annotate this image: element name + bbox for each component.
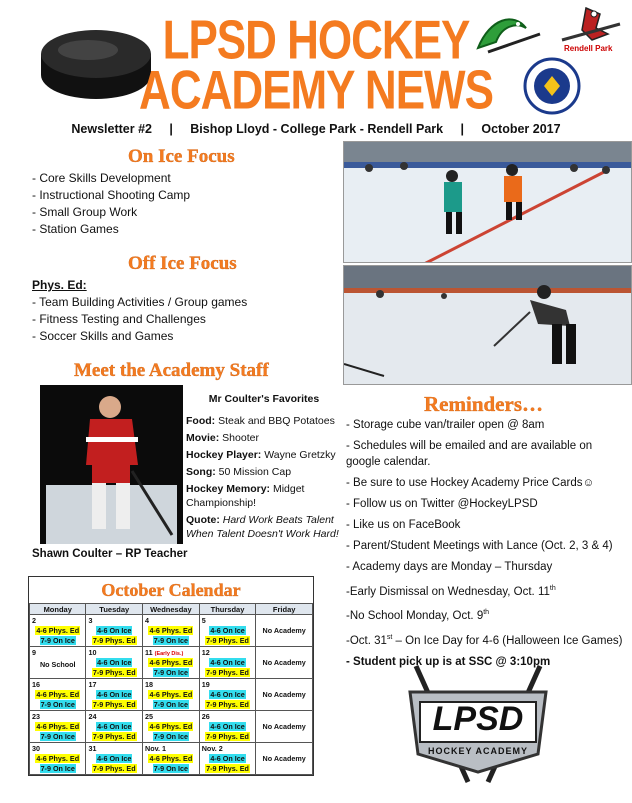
memory-label: Hockey Memory: xyxy=(186,483,271,495)
reminder-item: - Schedules will be emailed and are available on google calendar. xyxy=(346,440,593,468)
newsletter-subheading xyxy=(0,122,632,136)
staff-favorites xyxy=(186,392,342,541)
event-phys-ed-79: 7-9 Phys. Ed xyxy=(92,764,136,773)
list-item: - Fitness Testing and Challenges xyxy=(32,312,206,326)
snake-mascot-logo xyxy=(470,8,550,56)
newsletter-title-line-1: LPSD HOCKEY xyxy=(162,9,470,71)
day-number: 25 xyxy=(145,712,153,721)
list-item: - Instructional Shooting Camp xyxy=(32,188,191,202)
early-dismissal-note: (Early Dis.) xyxy=(154,651,184,657)
calendar-week xyxy=(30,615,313,647)
event-on-ice-79: 7-9 On Ice xyxy=(153,764,189,773)
calendar-day xyxy=(143,711,200,743)
event-on-ice-46: 4-6 On Ice xyxy=(97,722,132,731)
reminder-early-dismissal xyxy=(346,581,628,600)
event-phys-ed-79: 7-9 Phys. Ed xyxy=(92,636,136,645)
calendar-day xyxy=(143,743,200,775)
calendar-day xyxy=(199,743,256,775)
event-phys-ed-46: 4-6 Phys. Ed xyxy=(149,690,193,699)
calendar-day xyxy=(86,615,143,647)
oct31-text: -Oct. 31 xyxy=(346,634,387,647)
calendar-day xyxy=(86,679,143,711)
event-on-ice-79: 7-9 On Ice xyxy=(40,636,75,645)
day-header: Tuesday xyxy=(86,604,143,615)
reminder-oct31 xyxy=(346,630,628,649)
day-number: 17 xyxy=(88,680,97,689)
day-header: Monday xyxy=(30,604,86,615)
schools-list: Bishop Lloyd - College Park - Rendell Park xyxy=(190,122,444,136)
event-on-ice-79: 7-9 On Ice xyxy=(153,700,189,709)
day-number: 30 xyxy=(32,744,40,753)
player-value: Wayne Gretzky xyxy=(261,449,336,461)
list-item: - Small Group Work xyxy=(32,205,138,219)
day-number: 18 xyxy=(145,680,153,689)
on-ice-practice-photo-2 xyxy=(343,265,632,385)
lpsd-hockey-academy-logo xyxy=(398,662,558,790)
day-header: Thursday xyxy=(199,604,256,615)
staff-photo xyxy=(40,385,183,544)
newsletter-date: October 2017 xyxy=(481,122,561,136)
movie-value: Shooter xyxy=(219,432,259,444)
event-on-ice-46: 4-6 On Ice xyxy=(210,690,245,699)
day-number: 4 xyxy=(145,616,149,625)
calendar-day xyxy=(30,615,86,647)
movie-label: Movie: xyxy=(186,432,220,444)
separator: | xyxy=(460,122,464,136)
event-phys-ed-79: 7-9 Phys. Ed xyxy=(92,732,136,741)
event-on-ice-79: 7-9 On Ice xyxy=(153,668,189,677)
calendar-week xyxy=(30,743,313,775)
oct31-detail: – On Ice Day for 4-6 (Halloween Ice Games) xyxy=(392,634,623,647)
reminder-no-school xyxy=(346,605,628,624)
newsletter-title-line-2: ACADEMY NEWS xyxy=(139,59,493,121)
bishop-lloyd-logo xyxy=(520,56,584,116)
list-item: - Station Games xyxy=(32,222,119,236)
event-phys-ed-46: 4-6 Phys. Ed xyxy=(149,722,193,731)
meet-staff-heading: Meet the Academy Staff xyxy=(74,360,269,381)
calendar-day xyxy=(30,679,86,711)
calendar-day: No Academy xyxy=(256,647,313,679)
on-ice-focus-list xyxy=(32,170,190,238)
superscript: th xyxy=(483,609,490,617)
reminders-heading: Reminders… xyxy=(424,392,543,416)
off-ice-focus-heading: Off Ice Focus xyxy=(128,253,237,274)
event-on-ice-79: 7-9 On Ice xyxy=(153,636,189,645)
staff-caption: Shawn Coulter – RP Teacher xyxy=(32,548,188,560)
event-phys-ed-46: 4-6 Phys. Ed xyxy=(36,722,80,731)
day-number: 9 xyxy=(32,648,36,657)
separator: | xyxy=(169,122,173,136)
event-phys-ed-46: 4-6 Phys. Ed xyxy=(36,626,80,635)
day-number: 3 xyxy=(88,616,93,625)
day-number: 12 xyxy=(201,648,210,657)
reminder-item: - Parent/Student Meetings with Lance (Oct. 2, 3 & 4) xyxy=(346,539,613,552)
on-ice-focus-heading: On Ice Focus xyxy=(128,146,235,167)
superscript: st xyxy=(386,634,393,642)
event-phys-ed-46: 4-6 Phys. Ed xyxy=(149,658,193,667)
event-on-ice-79: 7-9 On Ice xyxy=(40,700,75,709)
calendar-day xyxy=(199,615,256,647)
event-phys-ed-79: 7-9 Phys. Ed xyxy=(92,700,136,709)
calendar-day: No Academy xyxy=(256,743,313,775)
calendar-day xyxy=(30,743,86,775)
day-number: Nov. 2 xyxy=(201,744,223,753)
event-on-ice-46: 4-6 On Ice xyxy=(210,658,245,667)
calendar-day: No Academy xyxy=(256,711,313,743)
calendar-day xyxy=(199,711,256,743)
event-phys-ed-79: 7-9 Phys. Ed xyxy=(206,732,249,741)
day-number: 11 xyxy=(145,648,153,657)
event-on-ice-79: 7-9 On Ice xyxy=(40,732,75,741)
calendar-week xyxy=(30,647,313,679)
day-number: 2 xyxy=(32,616,36,625)
event-phys-ed-79: 7-9 Phys. Ed xyxy=(206,636,249,645)
song-label: Song: xyxy=(186,466,216,478)
newsletter-number: Newsletter #2 xyxy=(71,122,153,136)
event-on-ice-46: 4-6 On Ice xyxy=(97,754,132,763)
food-value: Steak and BBQ Potatoes xyxy=(215,415,335,427)
calendar-day xyxy=(143,615,200,647)
song-value: 50 Mission Cap xyxy=(215,466,292,478)
day-number: 26 xyxy=(201,712,210,721)
reminders-list xyxy=(346,418,628,676)
calendar-table xyxy=(29,603,313,775)
event-on-ice-46: 4-6 On Ice xyxy=(210,754,245,763)
day-header: Friday xyxy=(256,604,313,615)
event-no-school: No School xyxy=(39,660,76,669)
no-school-text: -No School Monday, Oct. 9 xyxy=(346,610,484,623)
favorites-heading: Mr Coulter's Favorites xyxy=(208,393,320,405)
list-item: - Core Skills Development xyxy=(32,171,171,185)
day-header: Wednesday xyxy=(143,604,200,615)
event-phys-ed-46: 4-6 Phys. Ed xyxy=(149,626,193,635)
day-number: 5 xyxy=(201,616,206,625)
event-on-ice-46: 4-6 On Ice xyxy=(97,626,132,635)
day-number: 23 xyxy=(32,712,40,721)
food-label: Food: xyxy=(186,415,216,427)
calendar-heading: October Calendar xyxy=(101,580,241,600)
day-number: Nov. 1 xyxy=(145,744,167,753)
event-on-ice-46: 4-6 On Ice xyxy=(210,626,245,635)
on-ice-practice-photo-1 xyxy=(343,141,632,263)
event-phys-ed-79: 7-9 Phys. Ed xyxy=(92,668,136,677)
event-phys-ed-79: 7-9 Phys. Ed xyxy=(206,700,249,709)
calendar-day xyxy=(86,743,143,775)
calendar-day xyxy=(143,647,200,679)
event-on-ice-46: 4-6 On Ice xyxy=(97,690,132,699)
event-phys-ed-79: 7-9 Phys. Ed xyxy=(206,668,249,677)
lpsd-logo-mark: LPSD xyxy=(432,700,524,738)
event-on-ice-79: 7-9 On Ice xyxy=(40,764,75,773)
reminder-item: - Be sure to use Hockey Academy Price Cards☺ xyxy=(346,476,595,489)
calendar-day: No Academy xyxy=(256,679,313,711)
day-number: 24 xyxy=(88,712,97,721)
rendell-park-text: Rendell Park xyxy=(564,44,613,53)
day-number: 10 xyxy=(88,648,97,657)
event-on-ice-79: 7-9 On Ice xyxy=(153,732,189,741)
reminder-pickup: - Student pick up is at SSC @ 3:10pm xyxy=(346,655,551,668)
calendar-day xyxy=(143,679,200,711)
calendar-day xyxy=(86,711,143,743)
event-on-ice-46: 4-6 On Ice xyxy=(210,722,245,731)
reminder-item: - Academy days are Monday – Thursday xyxy=(346,560,553,573)
calendar-day xyxy=(30,647,86,679)
rendell-park-logo xyxy=(556,4,626,62)
calendar-day xyxy=(199,647,256,679)
reminder-item: - Like us on FaceBook xyxy=(346,518,461,531)
player-label: Hockey Player: xyxy=(186,449,262,461)
calendar-day xyxy=(86,647,143,679)
event-phys-ed-46: 4-6 Phys. Ed xyxy=(149,754,193,763)
early-dismissal-text: -Early Dismissal on Wednesday, Oct. 11 xyxy=(346,585,550,598)
day-number: 31 xyxy=(88,744,97,753)
lpsd-logo-subtitle: HOCKEY ACADEMY xyxy=(427,746,528,756)
event-phys-ed-46: 4-6 Phys. Ed xyxy=(36,690,80,699)
quote-value: Hard Work Beats Talent When Talent Doesn't Work Hard! xyxy=(186,514,339,540)
calendar-week xyxy=(30,679,313,711)
phys-ed-subheading: Phys. Ed: xyxy=(32,278,87,292)
october-calendar xyxy=(28,576,314,776)
list-item: - Soccer Skills and Games xyxy=(32,329,174,343)
reminder-item: - Follow us on Twitter @HockeyLPSD xyxy=(346,497,538,510)
event-phys-ed-46: 4-6 Phys. Ed xyxy=(36,754,80,763)
calendar-day xyxy=(199,679,256,711)
day-number: 19 xyxy=(201,680,210,689)
event-on-ice-46: 4-6 On Ice xyxy=(97,658,132,667)
reminder-item: - Storage cube van/trailer open @ 8am xyxy=(346,419,545,431)
calendar-header-row xyxy=(30,604,313,615)
superscript: th xyxy=(549,584,556,592)
quote-label: Quote: xyxy=(186,514,220,526)
memory-value: Midget Championship! xyxy=(186,483,305,509)
calendar-day: No Academy xyxy=(256,615,313,647)
event-phys-ed-79: 7-9 Phys. Ed xyxy=(206,764,249,773)
list-item: - Team Building Activities / Group games xyxy=(32,295,248,309)
calendar-week xyxy=(30,711,313,743)
day-number: 16 xyxy=(32,680,40,689)
off-ice-focus-list xyxy=(32,277,247,345)
calendar-day xyxy=(30,711,86,743)
